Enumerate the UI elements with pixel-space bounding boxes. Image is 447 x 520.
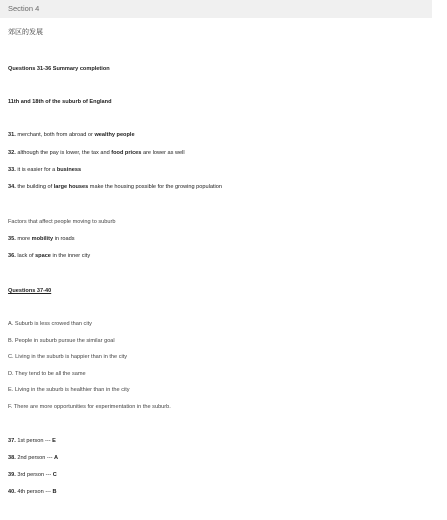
item-text-post: in roads — [53, 236, 75, 242]
item-number: 33. — [8, 167, 16, 173]
item-answer: mobility — [31, 236, 54, 242]
questions-37-40-heading: Questions 37-40 — [8, 288, 52, 294]
item-text-post: make the housing possible for the growing population — [88, 184, 222, 190]
item-answer: large houses — [53, 184, 89, 190]
item-number: 35. — [8, 236, 16, 242]
answer-item-34 — [8, 184, 222, 191]
section-header: Section 4 — [0, 0, 432, 18]
item-text-pre: although the pay is lower, the tax and — [15, 150, 112, 156]
summary-subheading: 11th and 18th of the suburb of England — [8, 99, 112, 105]
item-answer: space — [35, 253, 51, 259]
item-text-post: are lower as well — [141, 150, 185, 156]
option-b: B. People in suburb pursue the similar goal — [8, 338, 115, 344]
answer-item-32 — [8, 150, 185, 157]
item-answer: wealthy people — [94, 132, 135, 138]
answer-item-35 — [8, 236, 75, 243]
option-e: E. Living in the suburb is healthier than in the city — [8, 387, 130, 393]
item-text: 1st person --- — [15, 438, 53, 444]
option-c: C. Living in the suburb is happier than in the city — [8, 354, 128, 360]
item-answer: food prices — [111, 150, 142, 156]
option-d: D. They tend to be all the same — [8, 371, 86, 377]
item-text-pre: the building of — [15, 184, 54, 190]
item-number: 34. — [8, 184, 16, 190]
item-answer: A — [54, 455, 59, 461]
answer-item-38 — [8, 455, 58, 462]
answer-item-40 — [8, 489, 57, 496]
item-number: 40. — [8, 489, 16, 495]
answer-item-37 — [8, 438, 56, 445]
item-answer: business — [56, 167, 82, 173]
item-number: 31. — [8, 132, 16, 138]
page-title: 郊区的发展 — [8, 29, 43, 36]
item-text: 2nd person --- — [15, 455, 55, 461]
answer-item-31 — [8, 132, 135, 139]
questions-31-36-heading: Questions 31-36 Summary completion — [8, 66, 110, 72]
answer-item-36 — [8, 253, 90, 260]
item-number: 36. — [8, 253, 16, 259]
item-text-pre: lack of — [15, 253, 36, 259]
item-number: 38. — [8, 455, 16, 461]
option-f: F. There are more opportunities for experimentation in the suburb. — [8, 404, 171, 410]
item-answer: B — [52, 489, 57, 495]
answer-item-33 — [8, 167, 81, 174]
item-answer: C — [52, 472, 57, 478]
option-a: A. Suburb is less crowed than city — [8, 321, 92, 327]
answer-item-39 — [8, 472, 57, 479]
factors-intro: Factors that affect people moving to suburb — [8, 219, 116, 225]
item-number: 37. — [8, 438, 16, 444]
item-answer: E — [52, 438, 56, 444]
item-text-pre: merchant, both from abroad or — [15, 132, 95, 138]
item-number: 39. — [8, 472, 16, 478]
item-text-pre: more — [15, 236, 32, 242]
item-text-pre: it is easier for a — [15, 167, 57, 173]
item-text: 4th person --- — [15, 489, 53, 495]
item-number: 32. — [8, 150, 16, 156]
item-text-post: in the inner city — [50, 253, 91, 259]
item-text: 3rd person --- — [15, 472, 53, 478]
